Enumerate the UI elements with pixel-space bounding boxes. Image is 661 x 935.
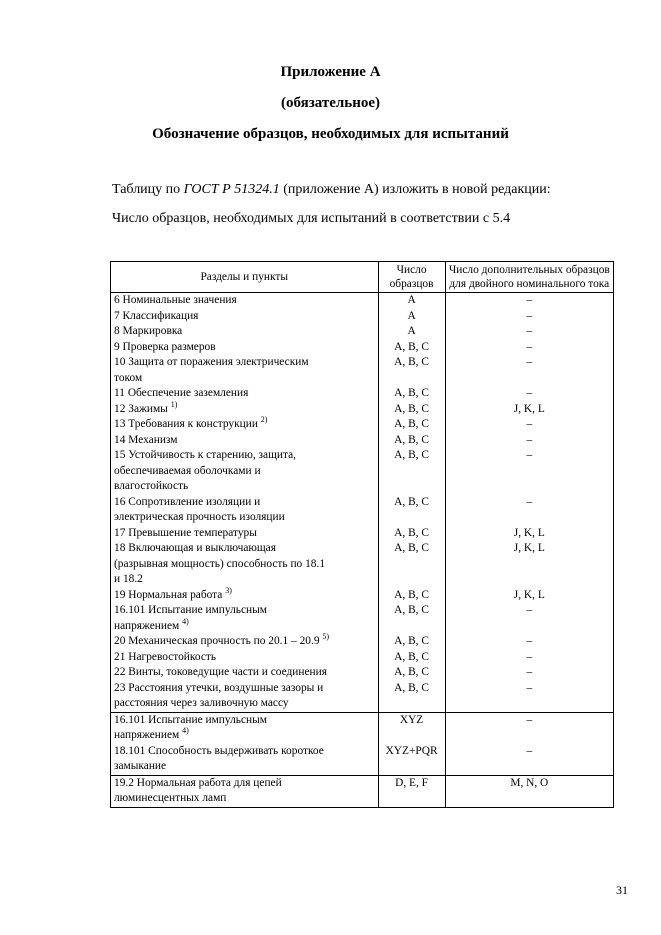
section-text: напряжением <box>114 729 180 741</box>
section-line: 8 Маркировка <box>114 325 183 337</box>
sample-designation: A, B, C <box>394 666 429 678</box>
spacer <box>382 619 442 635</box>
sample-designation: A, B, C <box>394 433 429 446</box>
table-group-row <box>111 293 614 713</box>
sample-designation: A, B, C <box>394 588 429 601</box>
sample-designation: A, B, C <box>394 526 429 539</box>
extra-samples-cell <box>445 293 613 713</box>
footnote-marker: 3) <box>225 585 232 595</box>
header-extra-samples: Число дополнительных образцов для двойного номинального тока <box>445 262 613 293</box>
sample-designation: A <box>407 325 416 337</box>
section-line: люминесцентных ламп <box>114 792 227 804</box>
spacer <box>382 464 442 480</box>
intro-text: (приложение А) изложить в новой редакции: <box>279 182 551 197</box>
spacer <box>382 696 442 712</box>
sample-designation: A, B, C <box>394 340 429 353</box>
extra-sample-designation: J, K, L <box>513 588 545 601</box>
sections-cell <box>111 775 379 807</box>
section-line: 16.101 Испытание импульсным <box>114 604 267 616</box>
section-line: 21 Нагревостойкость <box>114 650 217 663</box>
extra-samples-cell <box>445 775 613 807</box>
section-line: 11 Обеспечение заземления <box>114 387 249 399</box>
extra-sample-designation: – <box>526 449 533 461</box>
samples-cell <box>378 293 445 713</box>
page-number: 31 <box>616 883 628 897</box>
section-line <box>114 634 375 650</box>
samples-table <box>110 261 614 808</box>
spacer <box>382 572 442 588</box>
extra-sample-designation: – <box>526 495 533 508</box>
extra-sample-designation: – <box>526 713 533 726</box>
sample-designation: A, B, C <box>394 650 429 663</box>
section-line: 16 Сопротивление изоляции и <box>114 495 261 508</box>
extra-sample-designation: – <box>526 387 533 399</box>
extra-sample-designation: – <box>526 309 533 322</box>
spacer <box>449 464 610 480</box>
header-sections: Разделы и пункты <box>111 262 379 293</box>
footnote-marker: 4) <box>182 726 189 736</box>
section-line: током <box>114 371 143 384</box>
standard-reference: ГОСТ Р 51324.1 <box>183 182 280 197</box>
spacer <box>382 479 442 495</box>
extra-sample-designation: – <box>526 681 533 694</box>
spacer <box>449 791 610 807</box>
extra-sample-designation: J, K, L <box>513 526 545 539</box>
extra-sample-designation: – <box>526 744 533 757</box>
section-line: 17 Превышение температуры <box>114 526 257 539</box>
section-text: 19 Нормальная работа <box>114 588 223 601</box>
sections-cell <box>111 712 379 775</box>
section-line: замыкание <box>114 760 167 772</box>
sample-designation: A, B, C <box>394 402 429 415</box>
section-text: 12 Зажимы <box>114 402 168 415</box>
sample-designation: A, B, C <box>394 604 429 616</box>
sections-cell <box>111 293 379 713</box>
footnote-marker: 5) <box>322 632 330 642</box>
section-line: 7 Классификация <box>114 309 199 322</box>
extra-sample-designation: – <box>526 604 533 616</box>
sample-designation: A, B, C <box>394 681 429 694</box>
extra-sample-designation: – <box>526 356 533 368</box>
section-text: 20 Механическая прочность по 20.1 – 20.9 <box>114 635 320 647</box>
spacer <box>449 572 610 588</box>
sample-designation: A, B, C <box>394 542 429 554</box>
extra-sample-designation: – <box>526 650 533 663</box>
spacer <box>382 791 442 807</box>
spacer <box>382 510 442 526</box>
header-samples: Число образцов <box>378 262 445 293</box>
section-line: электрическая прочность изоляции <box>114 511 285 523</box>
footnote-marker: 2) <box>260 415 268 425</box>
extra-sample-designation: – <box>526 635 533 647</box>
extra-sample-designation: J, K, L <box>513 402 545 415</box>
sample-designation: A, B, C <box>394 449 429 461</box>
spacer <box>382 728 442 744</box>
section-line: 10 Защита от поражения электрическим <box>114 356 309 368</box>
section-line: (разрывная мощность) способность по 18.1 <box>114 557 326 570</box>
section-line: и 18.2 <box>114 573 143 585</box>
sample-designation: A, B, C <box>394 635 429 647</box>
spacer <box>382 759 442 775</box>
section-line: 18 Включающая и выключающая <box>114 542 276 554</box>
sample-designation: XYZ <box>399 713 424 726</box>
appendix-status: (обязательное) <box>280 95 381 111</box>
extra-sample-designation: – <box>526 666 533 678</box>
section-line: 22 Винты, токоведущие части и соединения <box>114 666 327 678</box>
samples-cell <box>378 712 445 775</box>
sample-designation: XYZ+PQR <box>385 744 438 757</box>
sample-designation: A, B, C <box>394 418 429 430</box>
extra-sample-designation: – <box>526 418 533 430</box>
section-line: 6 Номинальные значения <box>114 294 237 306</box>
table-group-row <box>111 712 614 775</box>
samples-cell <box>378 775 445 807</box>
spacer <box>449 619 610 635</box>
section-line: 15 Устойчивость к старению, защита, <box>114 449 296 461</box>
section-line <box>114 616 375 635</box>
extra-sample-designation: – <box>526 294 533 306</box>
section-line: 9 Проверка размеров <box>114 340 216 353</box>
spacer <box>382 557 442 573</box>
extra-sample-designation: – <box>526 433 533 446</box>
section-line <box>114 585 375 604</box>
spacer <box>449 557 610 573</box>
spacer <box>449 479 610 495</box>
section-line: 23 Расстояния утечки, воздушные зазоры и <box>114 681 324 694</box>
extra-sample-designation: M, N, O <box>510 776 549 789</box>
section-line: 19.2 Нормальная работа для цепей <box>114 776 282 789</box>
intro-paragraph-1 <box>112 182 551 198</box>
intro-paragraph-2: Число образцов, необходимых для испытаний в соответствии с 5.4 <box>112 211 511 226</box>
extra-sample-designation: – <box>526 340 533 353</box>
section-line <box>114 417 375 433</box>
footnote-marker: 1) <box>170 399 178 409</box>
spacer <box>449 728 610 744</box>
spacer <box>382 371 442 387</box>
section-line: 16.101 Испытание импульсным <box>114 713 267 726</box>
extra-samples-cell <box>445 712 613 775</box>
sample-designation: A <box>407 309 416 322</box>
spacer <box>449 510 610 526</box>
section-line: 18.101 Способность выдерживать короткое <box>114 744 324 757</box>
section-line: расстояния через заливочную массу <box>114 697 289 709</box>
appendix-title: Приложение А <box>280 64 381 80</box>
table-header-row <box>111 262 614 293</box>
sample-designation: A, B, C <box>394 356 429 368</box>
section-line <box>114 399 375 418</box>
sample-designation: A, B, C <box>394 387 429 399</box>
appendix-subject: Обозначение образцов, необходимых для испытаний <box>152 126 509 142</box>
sample-designation: A <box>407 294 416 306</box>
intro-text: Таблицу по <box>112 182 184 197</box>
extra-sample-designation: J, K, L <box>513 542 545 554</box>
section-line: обеспечиваемая оболочками и <box>114 464 261 477</box>
sample-designation: A, B, C <box>394 495 429 508</box>
section-line <box>114 728 375 744</box>
sample-designation: D, E, F <box>395 776 429 789</box>
section-text: 13 Требования к конструкции <box>114 418 258 430</box>
spacer <box>449 371 610 387</box>
spacer <box>449 759 610 775</box>
table-group-row <box>111 775 614 807</box>
footnote-marker: 4) <box>182 616 189 626</box>
section-line: 14 Механизм <box>114 433 178 446</box>
extra-sample-designation: – <box>526 325 533 337</box>
section-text: напряжением <box>114 619 180 632</box>
section-line: влагостойкость <box>114 480 189 492</box>
spacer <box>449 696 610 712</box>
